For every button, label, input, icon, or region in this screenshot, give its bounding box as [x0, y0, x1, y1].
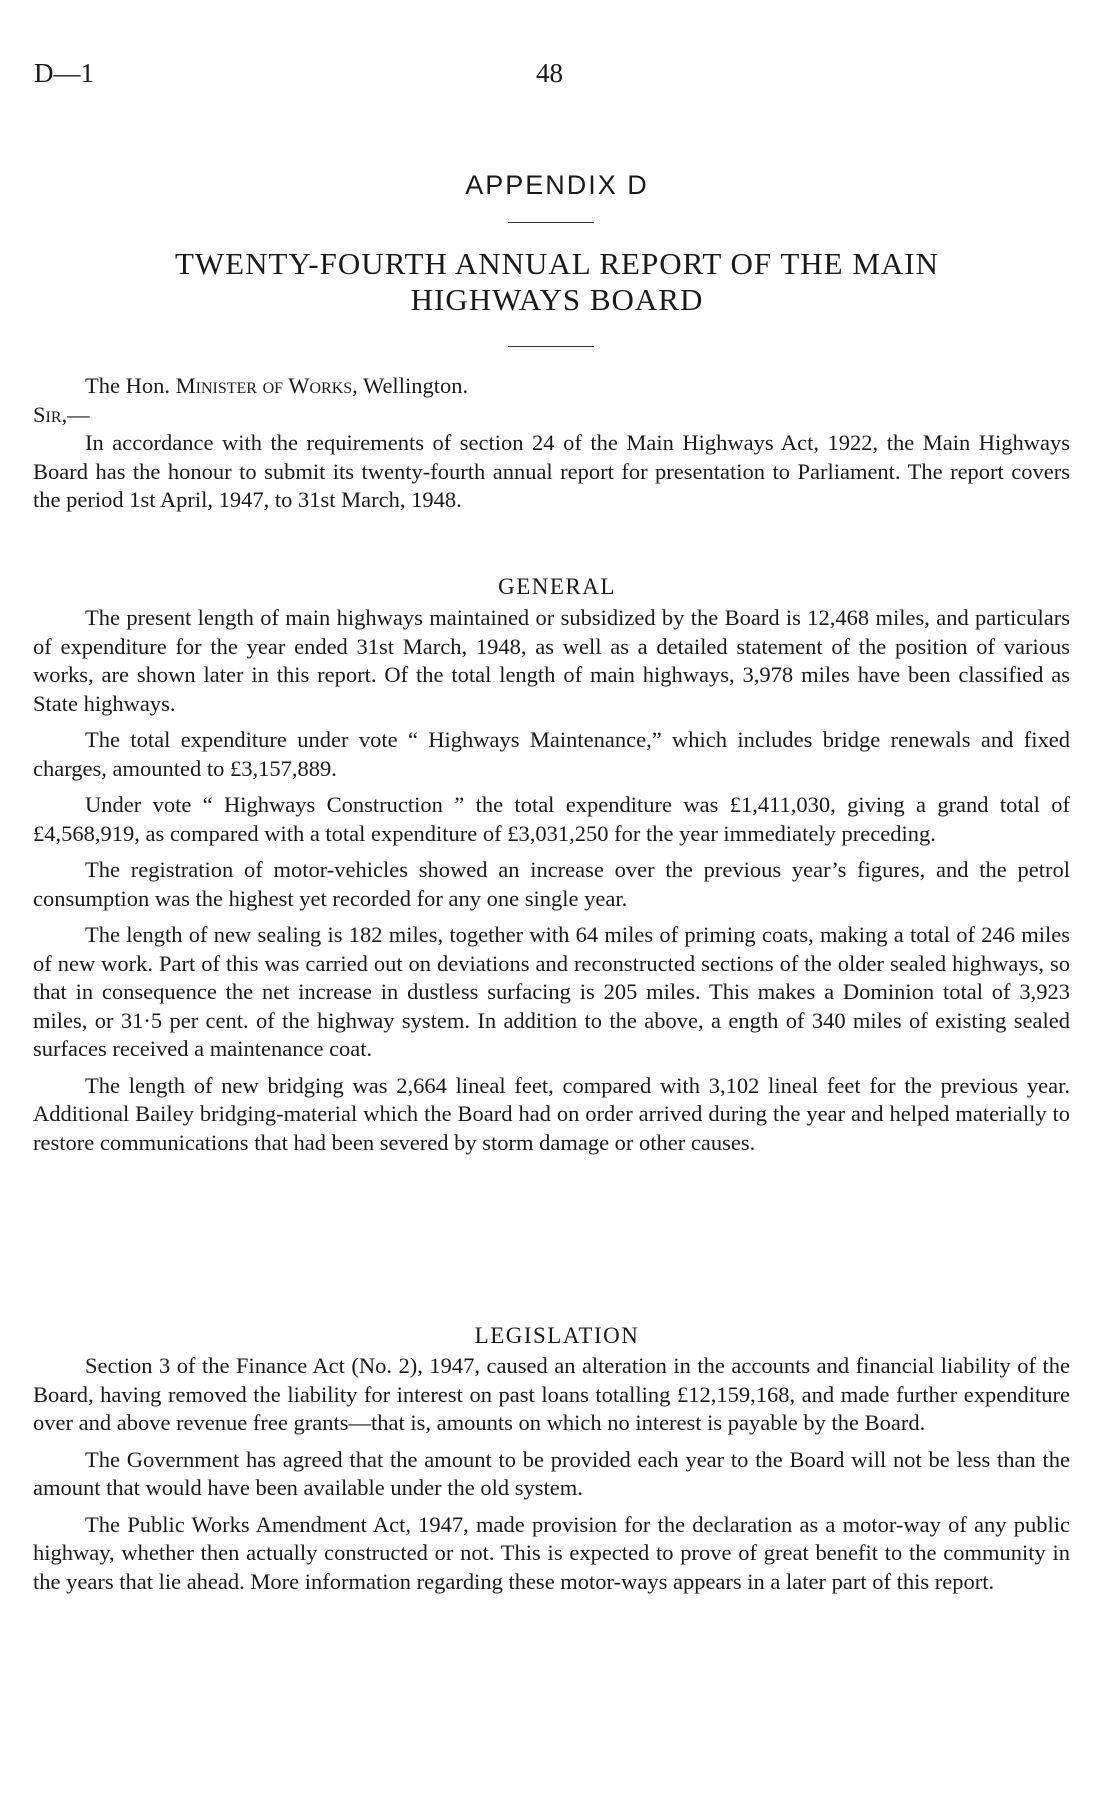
report-title-line-2: HIGHWAYS BOARD	[410, 282, 704, 317]
legislation-section	[33, 1352, 1070, 1604]
paragraph: The registration of motor-vehicles showed an increase over the previous year’s figures, and the petrol consumption was the highest yet recorded for any one single year.	[33, 857, 1070, 911]
paragraph: The Government has agreed that the amount to be provided each year to the Board will not be less than the amount that would have been available under the old system.	[33, 1446, 1070, 1500]
report-title	[60, 246, 1054, 318]
paragraph: The length of new sealing is 182 miles, together with 64 miles of priming coats, making a total of 246 miles of new work. Part of this was carried out on deviations and reconstructed sections of the older sealed highways, so that in consequence the net increase in dustless surfacing is 205 miles. This makes a Dominion total of 3,923 miles, or 31·5 per cent. of the highway system. In addition to the above, a ength of 340 miles of existing sealed surfaces received a maintenance coat.	[33, 922, 1070, 1061]
paragraph: The length of new bridging was 2,664 lineal feet, compared with 3,102 lineal feet for the previous year. Additional Bailey bridging-material which the Board had on order arrived during the year and helped materially to restore communications that had been severed by storm damage or other causes.	[33, 1072, 1070, 1155]
addressee	[33, 372, 1070, 401]
salutation: Sir,—	[33, 401, 90, 427]
title-divider	[508, 222, 594, 223]
addressee-prefix: The Hon.	[85, 373, 170, 398]
addressee-minister: Minister of Works	[175, 373, 353, 398]
page-number: 48	[536, 58, 563, 88]
paragraph: Section 3 of the Finance Act (No. 2), 1947, caused an alteration in the accounts and financial liability of the Board, having removed the liability for interest on past loans totalling £12,159,168, and made further expenditure over and above revenue free grants—that is, amounts on which no interest is payable by the Board.	[33, 1353, 1070, 1435]
intro-paragraph: In accordance with the requirements of section 24 of the Main Highways Act, 1922, the Main Highways Board has the honour to submit its twenty-fourth annual report for presentation to Parliament. The report covers the period 1st April, 1947, to 31st March, 1948.	[33, 430, 1070, 512]
paragraph: The Public Works Amendment Act, 1947, made provision for the declaration as a motor-way of any public highway, whether then actually constructed or not. This is expected to prove of great benefit to the community in the years that lie ahead. More information regarding these motor-ways appears in a later part of this report.	[33, 1511, 1070, 1594]
report-title-line-1: TWENTY-FOURTH ANNUAL REPORT OF THE MAIN	[174, 246, 940, 281]
title-divider-lower	[508, 346, 594, 347]
addressee-place: , Wellington.	[352, 373, 469, 398]
address-block	[33, 372, 1070, 523]
section-heading-general: GENERAL	[498, 574, 616, 599]
appendix-title: APPENDIX D	[465, 170, 649, 200]
paragraph: Under vote “ Highways Construction ” the total expenditure was £1,411,030, giving a grand total of £4,568,919, as compared with a total expenditure of £3,031,250 for the year immediately preceding.	[33, 792, 1070, 846]
general-section	[33, 604, 1070, 1165]
page-reference: D—1	[34, 58, 94, 88]
paragraph: The total expenditure under vote “ Highways Maintenance,” which includes bridge renewals and fixed charges, amounted to £3,157,889.	[33, 727, 1070, 781]
section-heading-legislation: LEGISLATION	[474, 1323, 640, 1348]
paragraph: The present length of main highways maintained or subsidized by the Board is 12,468 miles, and particulars of expenditure for the year ended 31st March, 1948, as well as a detailed statement of the position of various works, are shown later in this report. Of the total length of main highways, 3,978 miles have been classified as State highways.	[33, 605, 1070, 716]
